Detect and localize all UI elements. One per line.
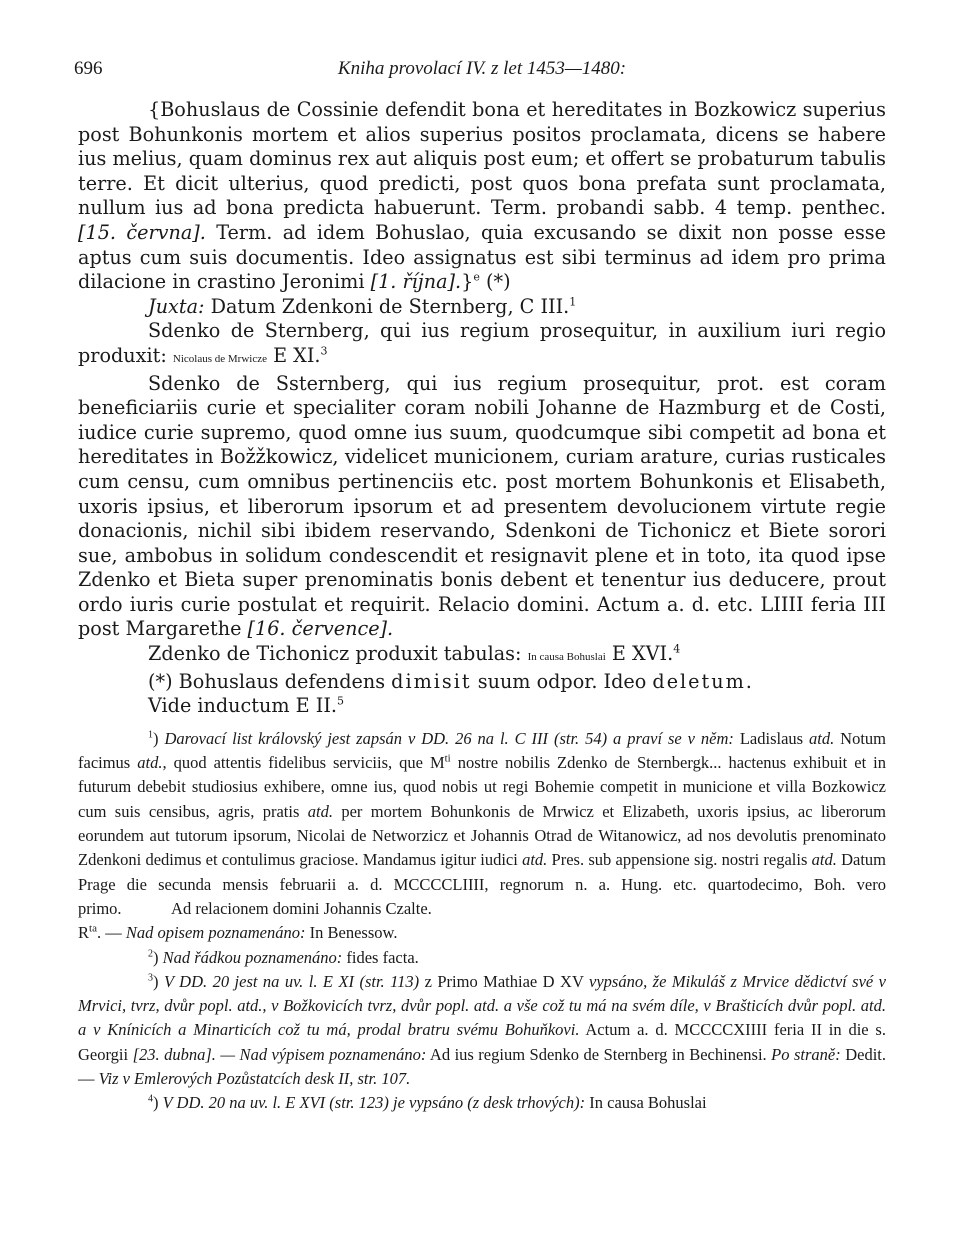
main-text <box>78 98 886 719</box>
page <box>74 58 887 1116</box>
paragraph-bohuslaus: {Bohuslaus de Cossinie defendit bona et hereditates in Bozkowicz superius post Bohunkonis mortem et alios superius positos proclamata, dicens se habere ius melius, quam dominus rex aut aliquis post eum; et offert se probaturum tabulis terre. Et dicit ulterius, quod predicti, post quos bona prefata sunt proclamata, nullum ius ad bona predicta habuerunt. Term. probandi sabb. 4 temp. penthec. [15. června]. Term. ad idem Bohuslao, quia excusando se dixit non posse esse aptus cum suis documentis. Ideo assignatus est sibi terminus ad idem pro prima dilacione in crastino Jeronimi [1. října].}$^e$ (*) <box>78 98 886 294</box>
paragraph-sdenko-resignavit: Sdenko de Ssternberg, qui ius regium prosequitur, prot. est coram beneficiariis curie et specialiter coram nobili Johanne de Hazmburg et de Costi, iudice curie supremo, quod omne ius suum, quodcumque sibi competit ad bona et hereditates in Božžkowicz, videlicet municionem, curiam arature, curias rusticales cum censu, cum omnibus pertinenciis etc. post mortem Bohunkonis et Elisabeth, uxoris ipsius, et liberorum ipsorum et ad presentem devolucionem virtute regie donacionis, nichil sibi ibidem reservando, Sdenkoni de Tichonicz et Biete sorori sue, ambobus in solidum condescendit et resignavit plene et in toto, ita quod ipse Zdenko et Bieta super prenominatis bonis debent et tenentur ius deducere, prout ordo iuris curie postulat et requirit. Relacio domini. Actum a. d. etc. LIIII feria III post Margarethe [16. července]. <box>78 371 886 641</box>
paragraph-deletum: (*) Bohuslaus defendens dimisit suum odpor. Ideo deletum. <box>148 669 754 693</box>
paragraph-juxta: Juxta: Datum Zdenkoni de Sternberg, C III.$^1$ <box>148 294 577 318</box>
running-title: Kniha provolací IV. z let 1453—1480: <box>337 58 627 79</box>
page-header <box>74 58 886 98</box>
page-number: 696 <box>74 58 103 79</box>
paragraph-sdenko-produxit: Sdenko de Sternberg, qui ius regium prosequitur, in auxilium iuri regio produxit: Nicolaus de Mrwicze E XI.$^3$ <box>78 319 886 367</box>
footnote-3: $^3$) V DD. 20 jest na uv. l. E XI (str. 113) z Primo Mathiae D XV vypsáno, že Mikuláš z Mrvice dědictví své v Mrvici, tvrz, dvůr popl. atd., v Božkovicích tvrz, dvůr popl. atd. a vše což tu má na svém díle, v Brašticích dvůr popl. atd. a v Knínicích a Minarticích což tu má, prodal bratru svému Bohuňkovi. Actum a. d. MCCCCXIIII feria II in die s. Georgii [23. dubna]. — Nad výpisem poznamenáno: Ad ius regium Sdenko de Sternberg in Bechinensi. Po straně: Dedit. — Viz v Emlerových Pozůstatcích desk II, str. 107. <box>78 971 887 1088</box>
footnote-1: $^1$) Darovací list královský jest zapsán v DD. 26 na l. C III (str. 54) a praví se v něm: Ladislaus atd. Notum facimus atd., quod attentis fidelibus serviciis, que $M^{ti}$ nostre nobilis Zdenko de Sternbergk... hactenus exhibuit et in futurum debebit studiosius exhibere, omne ius, quod nobis ut regi Bohemie competit in municione et villa Bozkowicz cum suis censibus, agris, pratis atd. per mortem Bohunkonis de Mrwicz et Elizabeth, uxoris ipsius, ac liberorum eorundem aut tutorum ipsorum, Nicolai de Networzicz et Johannis Otrad de Witanowicz, ad nos devolutis prenominato Zdenkoni dedimus et contulimus graciose. Mandamus igitur iudici atd. Pres. sub appensione sig. nostri regalis atd. Datum Prage die secunda mensis februarii a. d. MCCCCLIIII, regnorum n. a. Hung. etc. quartodecimo, Boh. vero primo. Ad relacionem domini Johannis Czalte. $R^{ta}$. — Nad opisem poznamenáno: In Benessow. <box>78 728 887 943</box>
paragraph-zdenko-tabulas: Zdenko de Tichonicz produxit tabulas: In causa Bohuslai E XVI.$^4$ <box>148 642 681 666</box>
footnote-2: $^2$) Nad řádkou poznamenáno: fides facta. <box>148 947 419 967</box>
footnote-4: $^4$) V DD. 20 na uv. l. E XVI (str. 123) je vypsáno (z desk trhových): In causa Bohuslai <box>148 1093 707 1113</box>
footnotes <box>78 727 886 1116</box>
paragraph-vide: Vide inductum E II.$^5$ <box>148 694 344 718</box>
